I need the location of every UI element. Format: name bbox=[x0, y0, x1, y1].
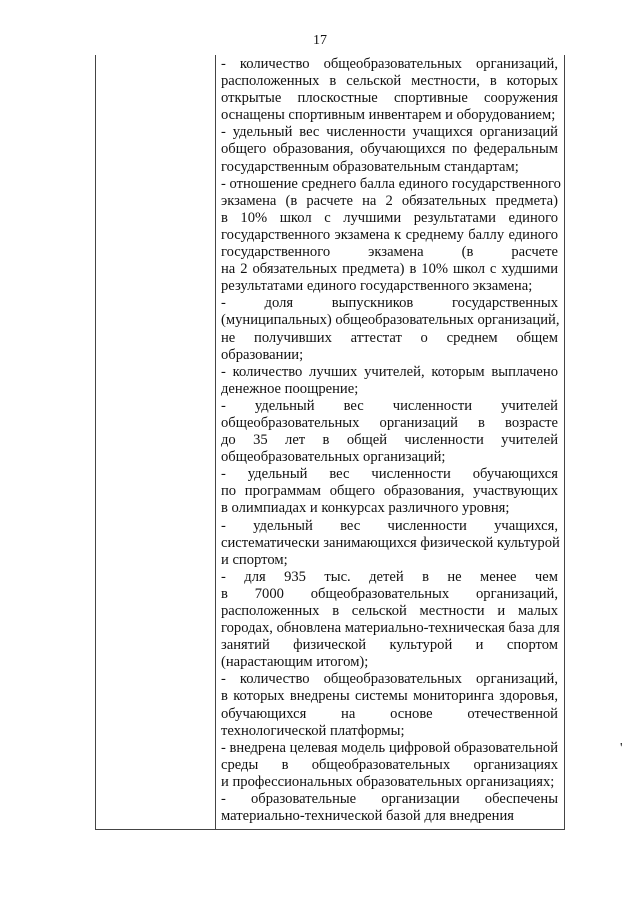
indicator-line: оснащены спортивным инвентарем и оборудованием; bbox=[221, 107, 556, 124]
indicator-line: - для 935 тыс. детей в не менее чем bbox=[221, 568, 558, 585]
indicator-line: и профессиональных образовательных организациях; bbox=[221, 773, 555, 790]
indicator-line: расположенных в сельской местности, в которых bbox=[221, 73, 558, 90]
indicator-line: до 35 лет в общей численности учителей bbox=[221, 432, 558, 449]
page-number: 17 bbox=[313, 33, 327, 48]
indicator-paragraph bbox=[221, 791, 558, 825]
indicator-line: в олимпиадах и конкурсах различного уровня; bbox=[221, 500, 510, 517]
indicator-paragraph bbox=[221, 124, 558, 175]
indicator-line: расположенных в сельской местности и малых bbox=[221, 603, 558, 619]
indicator-line: - отношение среднего балла единого государственного bbox=[221, 175, 561, 192]
indicator-line: открытые плоскостные спортивные сооружения bbox=[221, 90, 558, 107]
indicator-line: денежное поощрение; bbox=[221, 380, 359, 397]
indicator-line: технологической платформы; bbox=[221, 722, 405, 739]
indicator-paragraph bbox=[221, 398, 558, 466]
indicator-line: на 2 обязательных предмета) в 10% школ с худшими bbox=[221, 261, 558, 278]
indicator-line: (нарастающим итогом); bbox=[221, 654, 369, 671]
indicator-paragraph bbox=[221, 364, 558, 398]
indicator-line: - удельный вес численности учителей bbox=[221, 397, 558, 414]
indicator-line: - удельный вес численности учащихся организаций bbox=[221, 124, 558, 141]
indicator-paragraph bbox=[221, 740, 558, 791]
indicator-line: экзамена (в расчете на 2 обязательных предмета) bbox=[221, 192, 558, 209]
indicator-line: государственного экзамена (в расчете bbox=[221, 244, 558, 261]
indicator-line: систематически занимающихся физической культурой bbox=[221, 534, 560, 551]
indicator-line: - внедрена целевая модель цифровой образовательной bbox=[221, 739, 559, 756]
indicator-paragraph bbox=[221, 518, 558, 569]
table-column-divider bbox=[215, 55, 216, 829]
indicator-line: занятий физической культурой и спортом bbox=[221, 637, 558, 654]
indicator-line: государственным образовательным стандартам; bbox=[221, 158, 519, 175]
indicator-line: в которых внедрены системы мониторинга здоровья, bbox=[221, 688, 558, 705]
indicators-table bbox=[95, 55, 565, 830]
indicator-line: - доля выпускников государственных bbox=[221, 295, 558, 312]
indicator-paragraph bbox=[221, 569, 558, 672]
indicator-paragraph bbox=[221, 295, 558, 363]
indicator-line: в 10% школ с лучшими результатами единого bbox=[221, 209, 558, 226]
indicator-paragraph bbox=[221, 671, 558, 739]
indicator-line: результатами единого государственного экзамена; bbox=[221, 278, 533, 295]
indicator-line: среды в общеобразовательных организациях bbox=[221, 756, 558, 773]
indicator-line: общеобразовательных организаций; bbox=[221, 449, 446, 466]
stray-mark: ' bbox=[620, 741, 623, 756]
indicator-line: - количество общеобразовательных организаций, bbox=[221, 56, 558, 72]
indicator-paragraph bbox=[221, 466, 558, 517]
indicator-line: - образовательные организации обеспечены bbox=[221, 791, 558, 808]
indicator-line: - удельный вес численности обучающихся bbox=[221, 466, 558, 483]
indicator-line: по программам общего образования, участвующих bbox=[221, 483, 558, 500]
indicator-line: городах, обновлена материально-техническая база для bbox=[221, 620, 560, 637]
indicator-line: и спортом; bbox=[221, 551, 288, 568]
indicator-paragraph bbox=[221, 175, 561, 296]
indicator-line: не получивших аттестат о среднем общем bbox=[221, 329, 558, 346]
indicator-line: государственного экзамена к среднему баллу единого bbox=[221, 226, 558, 243]
indicator-line: - количество общеобразовательных организаций, bbox=[221, 671, 558, 688]
indicator-paragraph bbox=[221, 56, 558, 124]
indicator-line: материально-технической базой для внедрения bbox=[221, 808, 514, 825]
indicator-line: образовании; bbox=[221, 346, 304, 363]
indicator-line: - количество лучших учителей, которым выплачено bbox=[221, 363, 558, 380]
indicator-line: в 7000 общеобразовательных организаций, bbox=[221, 585, 558, 602]
indicator-line: - удельный вес численности учащихся, bbox=[221, 517, 558, 534]
indicators-cell bbox=[221, 56, 561, 825]
indicator-line: общеобразовательных организаций в возрасте bbox=[221, 414, 558, 431]
indicator-line: обучающихся на основе отечественной bbox=[221, 705, 558, 722]
indicator-line: (муниципальных) общеобразовательных организаций, bbox=[221, 312, 560, 329]
indicator-line: общего образования, обучающихся по федеральным bbox=[221, 141, 558, 158]
